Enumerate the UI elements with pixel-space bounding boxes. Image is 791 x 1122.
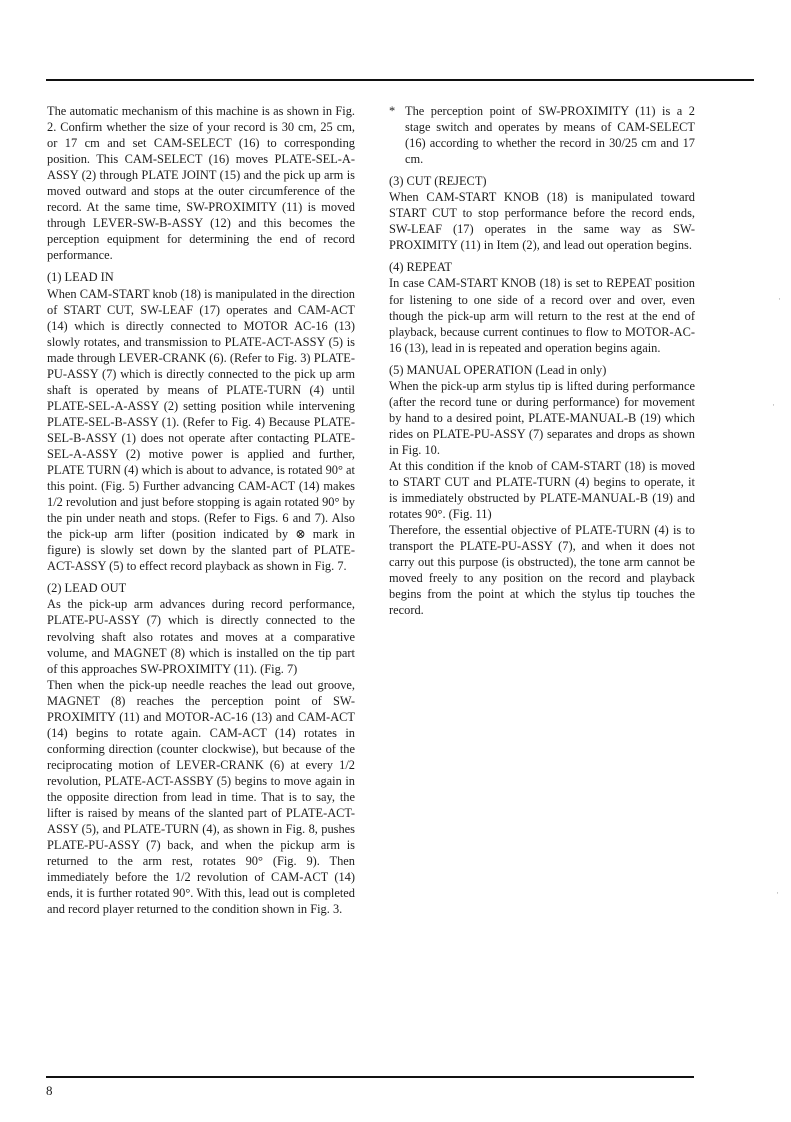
intro-paragraph: The automatic mechanism of this machine is as shown in Fig. 2. Confirm whether the size of your record is 30 cm, 25 cm, or 17 cm and set CAM-SELECT (16) to corresponding position. This CAM-SELECT (16) moves PLATE-SEL-A-ASSY (2) through PLATE JOINT (15) and the pick up arm is moved outward and stops at the outer circumference of the record. At the same time, SW-PROXIMITY (11) is moved through LEVER-SW-B-ASSY (12) and this becomes the perception equipment for determining the end of record performance. <box>47 104 355 263</box>
header-rule <box>46 79 754 81</box>
section-repeat-text: In case CAM-START KNOB (18) is set to REPEAT position for listening to one side of a record over and over, even though the pick-up arm will return to the rest at the end of playback, because current continues to flow to MOTOR-AC-16 (13), lead in is repeated and operation begins again. <box>389 276 695 355</box>
section-lead-out-heading: (2) LEAD OUT <box>47 581 127 596</box>
scan-speck: · <box>772 400 775 410</box>
section-cut-text: When CAM-START KNOB (18) is manipulated toward START CUT to stop performance before the record ends, SW-LEAF (17) operates in the same way as SW-PROXIMITY (11) in Item (2), and lead out operation begins. <box>389 190 695 253</box>
section-repeat-heading: (4) REPEAT <box>389 260 452 275</box>
note-text: The perception point of SW-PROXIMITY (11) is a 2 stage switch and operates by means of CAM-SELECT (16) according to whether the record in 30/25 cm and 17 cm. <box>405 104 695 167</box>
scan-speck: · <box>776 888 779 898</box>
footer-rule <box>46 1076 694 1078</box>
left-column <box>47 103 355 917</box>
note-marker: * <box>389 104 396 118</box>
section-lead-in-heading: (1) LEAD IN <box>47 270 114 285</box>
section-lead-in-text: When CAM-START knob (18) is manipulated in the direction of START CUT, SW-LEAF (17) operates and CAM-ACT (14) which is directly connected to MOTOR AC-16 (13) slowly rotates, and transmission to PLATE-ACT-ASSY (5) is made through LEVER-CRANK (6). (Refer to Fig. 3) PLATE-PU-ASSY (7) which is directly connected to the pick up arm shaft is operated by means of PLATE-TURN (4) until PLATE-SEL-A-ASSY (2) setting position while intervening PLATE-SEL-B-ASSY (1). (Refer to Fig. 4) Because PLATE-SEL-B-ASSY (1) does not operate after contacting PLATE-SEL-A-ASSY (2) motive power is applied and further, PLATE TURN (4) which is about to advance, is rotated 90° at this point. (Fig. 5) Further advancing CAM-ACT (14) makes 1/2 revolution and just before stopping is again rotated 90° by the pin under neath and stops. (Refer to Figs. 6 and 7). Also the pick-up arm lifter (position indicated by ⊗ mark in figure) is slowly set down by the slanted part of PLATE-ACT-ASSY (5) to effect record playback as shown in Fig. 7. <box>47 286 355 574</box>
scan-speck: · <box>778 294 781 304</box>
section-lead-out-text-b: Then when the pick-up needle reaches the lead out groove, MAGNET (8) reaches the perception point of SW-PROXIMITY (11) and MOTOR-AC-16 (13) and CAM-ACT (14) begins to rotate again. CAM-ACT (14) rotates in conforming direction (counter clockwise), but because of the reciprocating motion of LEVER-CRANK (6) at every 1/2 revolution, PLATE-ACT-ASSBY (5) begins to move again in the opposite direction from lead in time. That is to say, the lifter is raised by means of the slanted part of PLATE-ACT-ASSY (5), and PLATE-TURN (4), as shown in Fig. 8, pushes PLATE-PU-ASSY (7) back, and when the pickup arm is returned to the arm rest, rotates 90° (Fig. 9). Then immediately before the 1/2 revolution of CAM-ACT (14) ends, it is further rotated 90°. With this, lead out is completed and record player returned to the condition shown in Fig. 3. <box>47 677 355 917</box>
section-manual-text-b: At this condition if the knob of CAM-START (18) is moved to START CUT and PLATE-TURN (4) begins to operate, it is immediately obstructed by PLATE-MANUAL-B (19) and rotates 90°. (Fig. 11) <box>389 458 695 522</box>
page-number: 8 <box>46 1083 53 1098</box>
proximity-note <box>389 103 695 167</box>
section-manual-text-a: When the pick-up arm stylus tip is lifted during performance (after the record tune or during performance) for movement by hand to a desired point, PLATE-MANUAL-B (19) which rides on PLATE-PU-ASSY (7) separates and drops as shown in Fig. 10. <box>389 378 695 457</box>
section-lead-out-text-a: As the pick-up arm advances during record performance, PLATE-PU-ASSY (7) which is directly connected to the revolving shaft also rotates and moves at a comparative volume, and MAGNET (8) which is installed on the tip part of this approaches SW-PROXIMITY (11). (Fig. 7) <box>47 597 355 676</box>
right-column <box>389 103 695 618</box>
section-manual-text-c: Therefore, the essential objective of PLATE-TURN (4) is to transport the PLATE-PU-ASSY (7), and when it does not carry out this purpose (is obstructed), the tone arm cannot be moved freely to any position on the record and playback begins from the point at which the stylus tip touches the record. <box>389 523 695 618</box>
section-cut-heading: (3) CUT (REJECT) <box>389 174 487 189</box>
section-manual-heading: (5) MANUAL OPERATION (Lead in only) <box>389 362 607 377</box>
